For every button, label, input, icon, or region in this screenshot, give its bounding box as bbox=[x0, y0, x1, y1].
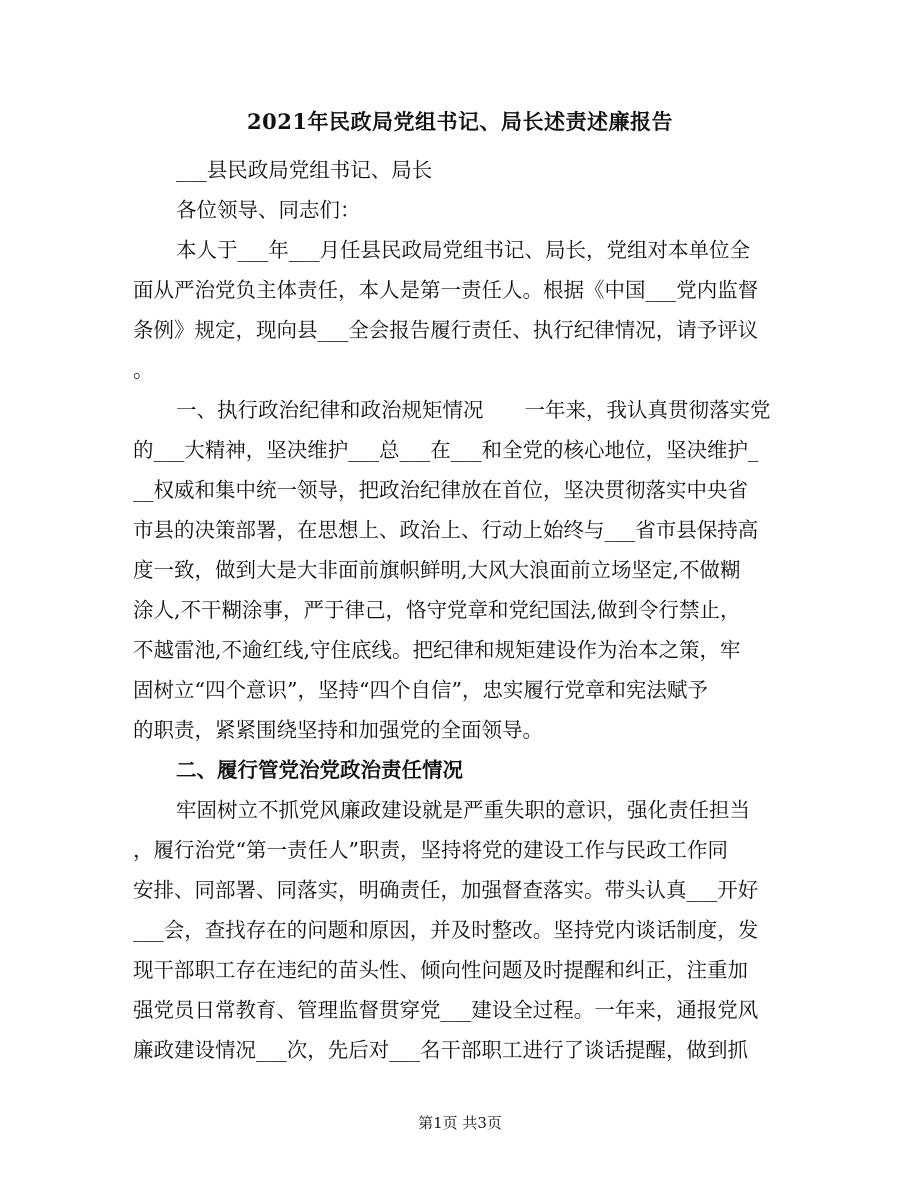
text-line: 面从严治党负主体责任，本人是第一责任人。根据《中国___党内监督 bbox=[133, 278, 759, 302]
text-line: 固树立“四个意识”，坚持“四个自信”，忠实履行党章和宪法赋予 bbox=[133, 678, 708, 702]
text-line: 度一致，做到大是大非面前旗帜鲜明,大风大浪面前立场坚定,不做糊 bbox=[133, 558, 741, 582]
text-line: 廉政建设情况___次，先后对___名干部职工进行了谈话提醒，做到抓 bbox=[133, 1038, 748, 1062]
text-line: 各位领导、同志们： bbox=[176, 198, 361, 222]
text-line: 牢固树立不抓党风廉政建设就是严重失职的意识，强化责任担当 bbox=[176, 798, 750, 822]
text-line: 安排、同部署、同落实，明确责任，加强督查落实。带头认真___开好 bbox=[133, 878, 759, 902]
text-line: 涂人,不干糊涂事，严于律己，恪守党章和党纪国法,做到令行禁止， bbox=[133, 598, 741, 622]
text-line: ___会，查找存在的问题和原因，并及时整改。坚持党内谈话制度，发 bbox=[133, 918, 759, 942]
section-heading: 二、履行管党治党政治责任情况 bbox=[176, 758, 463, 782]
text-line: 本人于___年___月任县民政局党组书记、局长，党组对本单位全 bbox=[176, 238, 750, 262]
text-line: ___县民政局党组书记、局长 bbox=[176, 158, 433, 182]
document-body bbox=[133, 150, 787, 1070]
text-line: 的职责，紧紧围绕坚持和加强党的全面领导。 bbox=[133, 718, 543, 742]
text-line: 的___大精神，坚决维护___总___在___和全党的核心地位，坚决维护_ bbox=[133, 438, 759, 462]
text-line: 。 bbox=[133, 358, 154, 382]
text-line: 市县的决策部署，在思想上、政治上、行动上始终与___省市县保持高 bbox=[133, 518, 759, 542]
text-line: 不越雷池,不逾红线,守住底线。把纪律和规矩建设作为治本之策，牢 bbox=[133, 638, 741, 662]
text-line: ，履行治党“第一责任人”职责，坚持将党的建设工作与民政工作同 bbox=[133, 838, 728, 862]
page-number: 第1页 共3页 bbox=[418, 1114, 502, 1132]
text-line: 现干部职工存在违纪的苗头性、倾向性问题及时提醒和纠正，注重加 bbox=[133, 958, 748, 982]
document-title: 2021年民政局党组书记、局长述责述廉报告 bbox=[247, 109, 673, 134]
text-line: 条例》规定，现向县___全会报告履行责任、执行纪律情况，请予评议 bbox=[133, 318, 759, 342]
section-heading: 一、执行政治纪律和政治规矩情况 一年来，我认真贯彻落实党 bbox=[176, 398, 771, 422]
text-line: __权威和集中统一领导，把政治纪律放在首位，坚决贯彻落实中央省 bbox=[133, 478, 748, 502]
text-line: 强党员日常教育、管理监督贯穿党___建设全过程。一年来，通报党风 bbox=[133, 998, 759, 1022]
